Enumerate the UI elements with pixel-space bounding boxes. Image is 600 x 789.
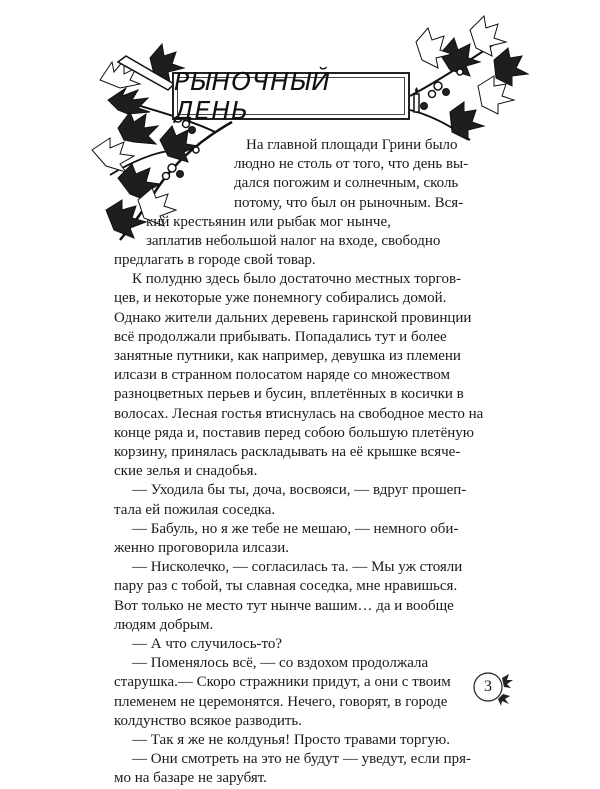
text-line: людям добрым. — [114, 616, 214, 633]
text-line: людно не столь от того, что день вы- — [234, 156, 469, 173]
text-line: колдунство всякое разводить. — [114, 712, 303, 729]
text-line: женно проговорила илсази. — [114, 540, 290, 557]
text-line: предлагать в городе свой товар. — [114, 252, 316, 268]
text-line: разноцветных перьев и бусин, вплетённых в косички в — [114, 386, 464, 403]
text-line: К полудню здесь было достаточно местных торгов- — [132, 271, 462, 288]
text-line: старушка.— Скоро стражники придут, а они с твоим — [114, 674, 451, 691]
text-line: мо на базаре не зарубят. — [114, 770, 267, 787]
text-line: На главной площади Грини было — [246, 137, 458, 153]
text-line: конце ряда и, поставив перед собою большую плетёную — [114, 424, 475, 441]
body-text — [114, 251, 486, 789]
text-line: дался погожим и солнечным, сколь — [234, 175, 459, 192]
text-line: ские зелья и снадобья. — [114, 463, 258, 480]
text-line: тала ей пожилая соседка. — [114, 501, 276, 518]
text-line: — Так я же не колдунья! Просто травами торгую. — [132, 732, 450, 749]
page-number-badge — [471, 670, 505, 704]
text-line: племенем не церемонятся. Нечего, говорят, в городе — [114, 693, 448, 710]
chapter-title-banner — [172, 67, 410, 125]
text-line: заплатив небольшой налог на входе, свободно — [146, 233, 441, 250]
text-line: — Уходила бы ты, доча, восвояси, — вдруг прошеп- — [132, 482, 467, 499]
intro-paragraph — [146, 136, 488, 251]
text-line: кий крестьянин или рыбак мог нынче, — [146, 213, 391, 230]
text-line: — Нисколечко, — согласилась та. — Мы уж стояли — [132, 559, 463, 576]
text-line: всё продолжали прибывать. Попадались тут и более — [114, 328, 447, 345]
text-line: корзину, принялась раскладывать на её крышке всяче- — [114, 444, 461, 461]
text-line: — Они смотреть на это не будут — уведут, если пря- — [132, 751, 471, 768]
text-line: — А что случилось-то? — [132, 636, 283, 653]
text-line: — Поменялось всё, — со вздохом продолжала — [132, 655, 429, 672]
page-number: 3 — [484, 678, 492, 695]
text-line: пару раз с тобой, ты славная соседка, мне нравишься. — [114, 578, 458, 595]
text-line: илсази в странном полосатом наряде со множеством — [114, 367, 450, 384]
text-line: Вот только не место тут нынче вашим… да и вообще — [114, 597, 454, 614]
text-line: занятные путники, как например, девушка из племени — [114, 348, 461, 365]
text-line: потому, что был он рыночным. Вся- — [234, 194, 464, 211]
text-line: — Бабуль, но я же тебе не мешаю, — немного оби- — [132, 520, 459, 537]
text-line: волосах. Лесная гостья втиснулась на свободное место на — [114, 405, 484, 422]
text-line: Однако жители дальних деревень гаринской провинции — [114, 309, 472, 326]
text-line: цев, и некоторые уже понемногу собирались домой. — [114, 290, 447, 307]
chapter-title: РЫНОЧНЫЙ ДЕНЬ — [174, 67, 332, 125]
